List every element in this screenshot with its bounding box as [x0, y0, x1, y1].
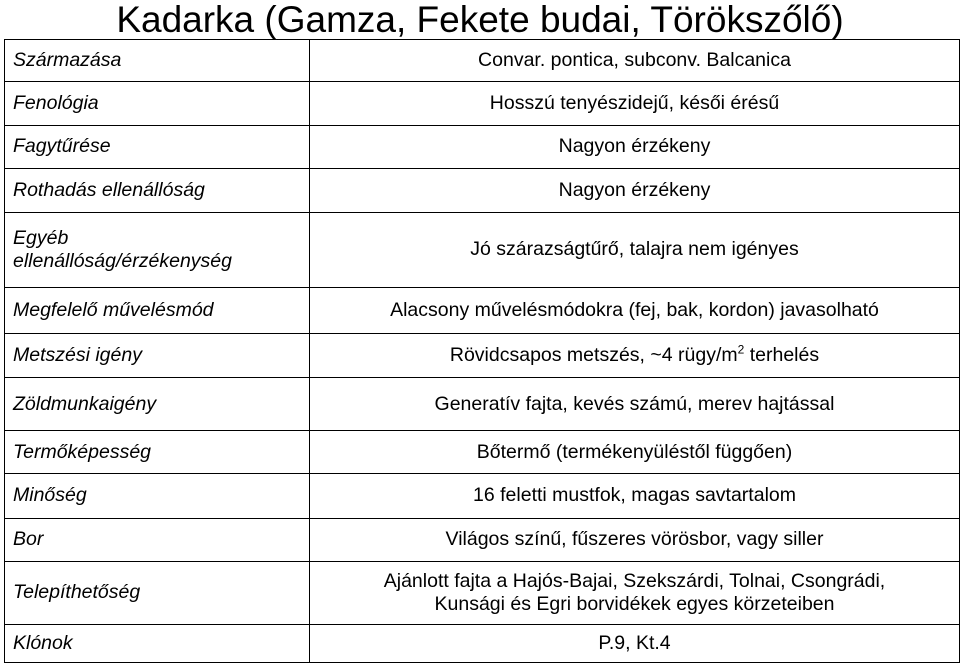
row-label: Termőképesség [5, 430, 310, 473]
table-row [5, 624, 960, 662]
row-label: Metszési igény [5, 333, 310, 377]
row-label [5, 213, 310, 287]
row-value: Bőtermő (termékenyüléstől függően) [310, 430, 960, 473]
row-label: Zöldmunkaigény [5, 378, 310, 431]
table-row [5, 474, 960, 518]
table-row [5, 518, 960, 561]
row-label: Rothadás ellenállóság [5, 168, 310, 212]
row-value: Convar. pontica, subconv. Balcanica [310, 40, 960, 82]
table-row [5, 561, 960, 624]
row-value: Nagyon érzékeny [310, 125, 960, 168]
value-text: Rövidcsapos metszés, ~4 rügy/m [449, 344, 738, 367]
page-title: Kadarka (Gamza, Fekete budai, Törökszőlő) [116, 0, 844, 40]
table-row [5, 125, 960, 168]
table-row [5, 213, 960, 287]
row-value: Alacsony művelésmódokra (fej, bak, kordon) javasolható [310, 287, 960, 333]
row-label: Minőség [5, 474, 310, 518]
row-value: 16 feletti mustfok, magas savtartalom [310, 474, 960, 518]
row-value: Hosszú tenyészidejű, késői érésű [310, 82, 960, 125]
table-row [5, 82, 960, 125]
table-row [5, 287, 960, 333]
superscript: 2 [737, 342, 745, 357]
value-text: terhelés [744, 344, 820, 367]
row-label: Megfelelő művelésmód [5, 287, 310, 333]
variety-table [4, 39, 960, 663]
value-line: Kunsági és Egri borvidékek egyes körzeteiben [434, 592, 835, 615]
row-value: P.9, Kt.4 [310, 624, 960, 662]
table-row [5, 168, 960, 212]
row-label: Fenológia [5, 82, 310, 125]
row-label: Telepíthetőség [5, 561, 310, 624]
table-row [5, 333, 960, 377]
table-row [5, 430, 960, 473]
value-line: Ajánlott fajta a Hajós-Bajai, Szekszárdi, Tolnai, Csongrádi, [383, 569, 886, 592]
row-label: Klónok [5, 624, 310, 662]
row-value [310, 333, 960, 377]
row-label: Fagytűrése [5, 125, 310, 168]
row-value: Generatív fajta, kevés számú, merev hajtással [310, 378, 960, 431]
row-value: Nagyon érzékeny [310, 168, 960, 212]
row-label-line: ellenállóság/érzékenység [13, 249, 232, 272]
row-value: Világos színű, fűszeres vörösbor, vagy siller [310, 518, 960, 561]
row-label-line: Egyéb [13, 226, 69, 249]
table-row [5, 378, 960, 431]
table-row [5, 40, 960, 82]
row-value: Jó szárazságtűrő, talajra nem igényes [310, 213, 960, 287]
row-label: Bor [5, 518, 310, 561]
row-label: Származása [5, 40, 310, 82]
row-value [310, 561, 960, 624]
